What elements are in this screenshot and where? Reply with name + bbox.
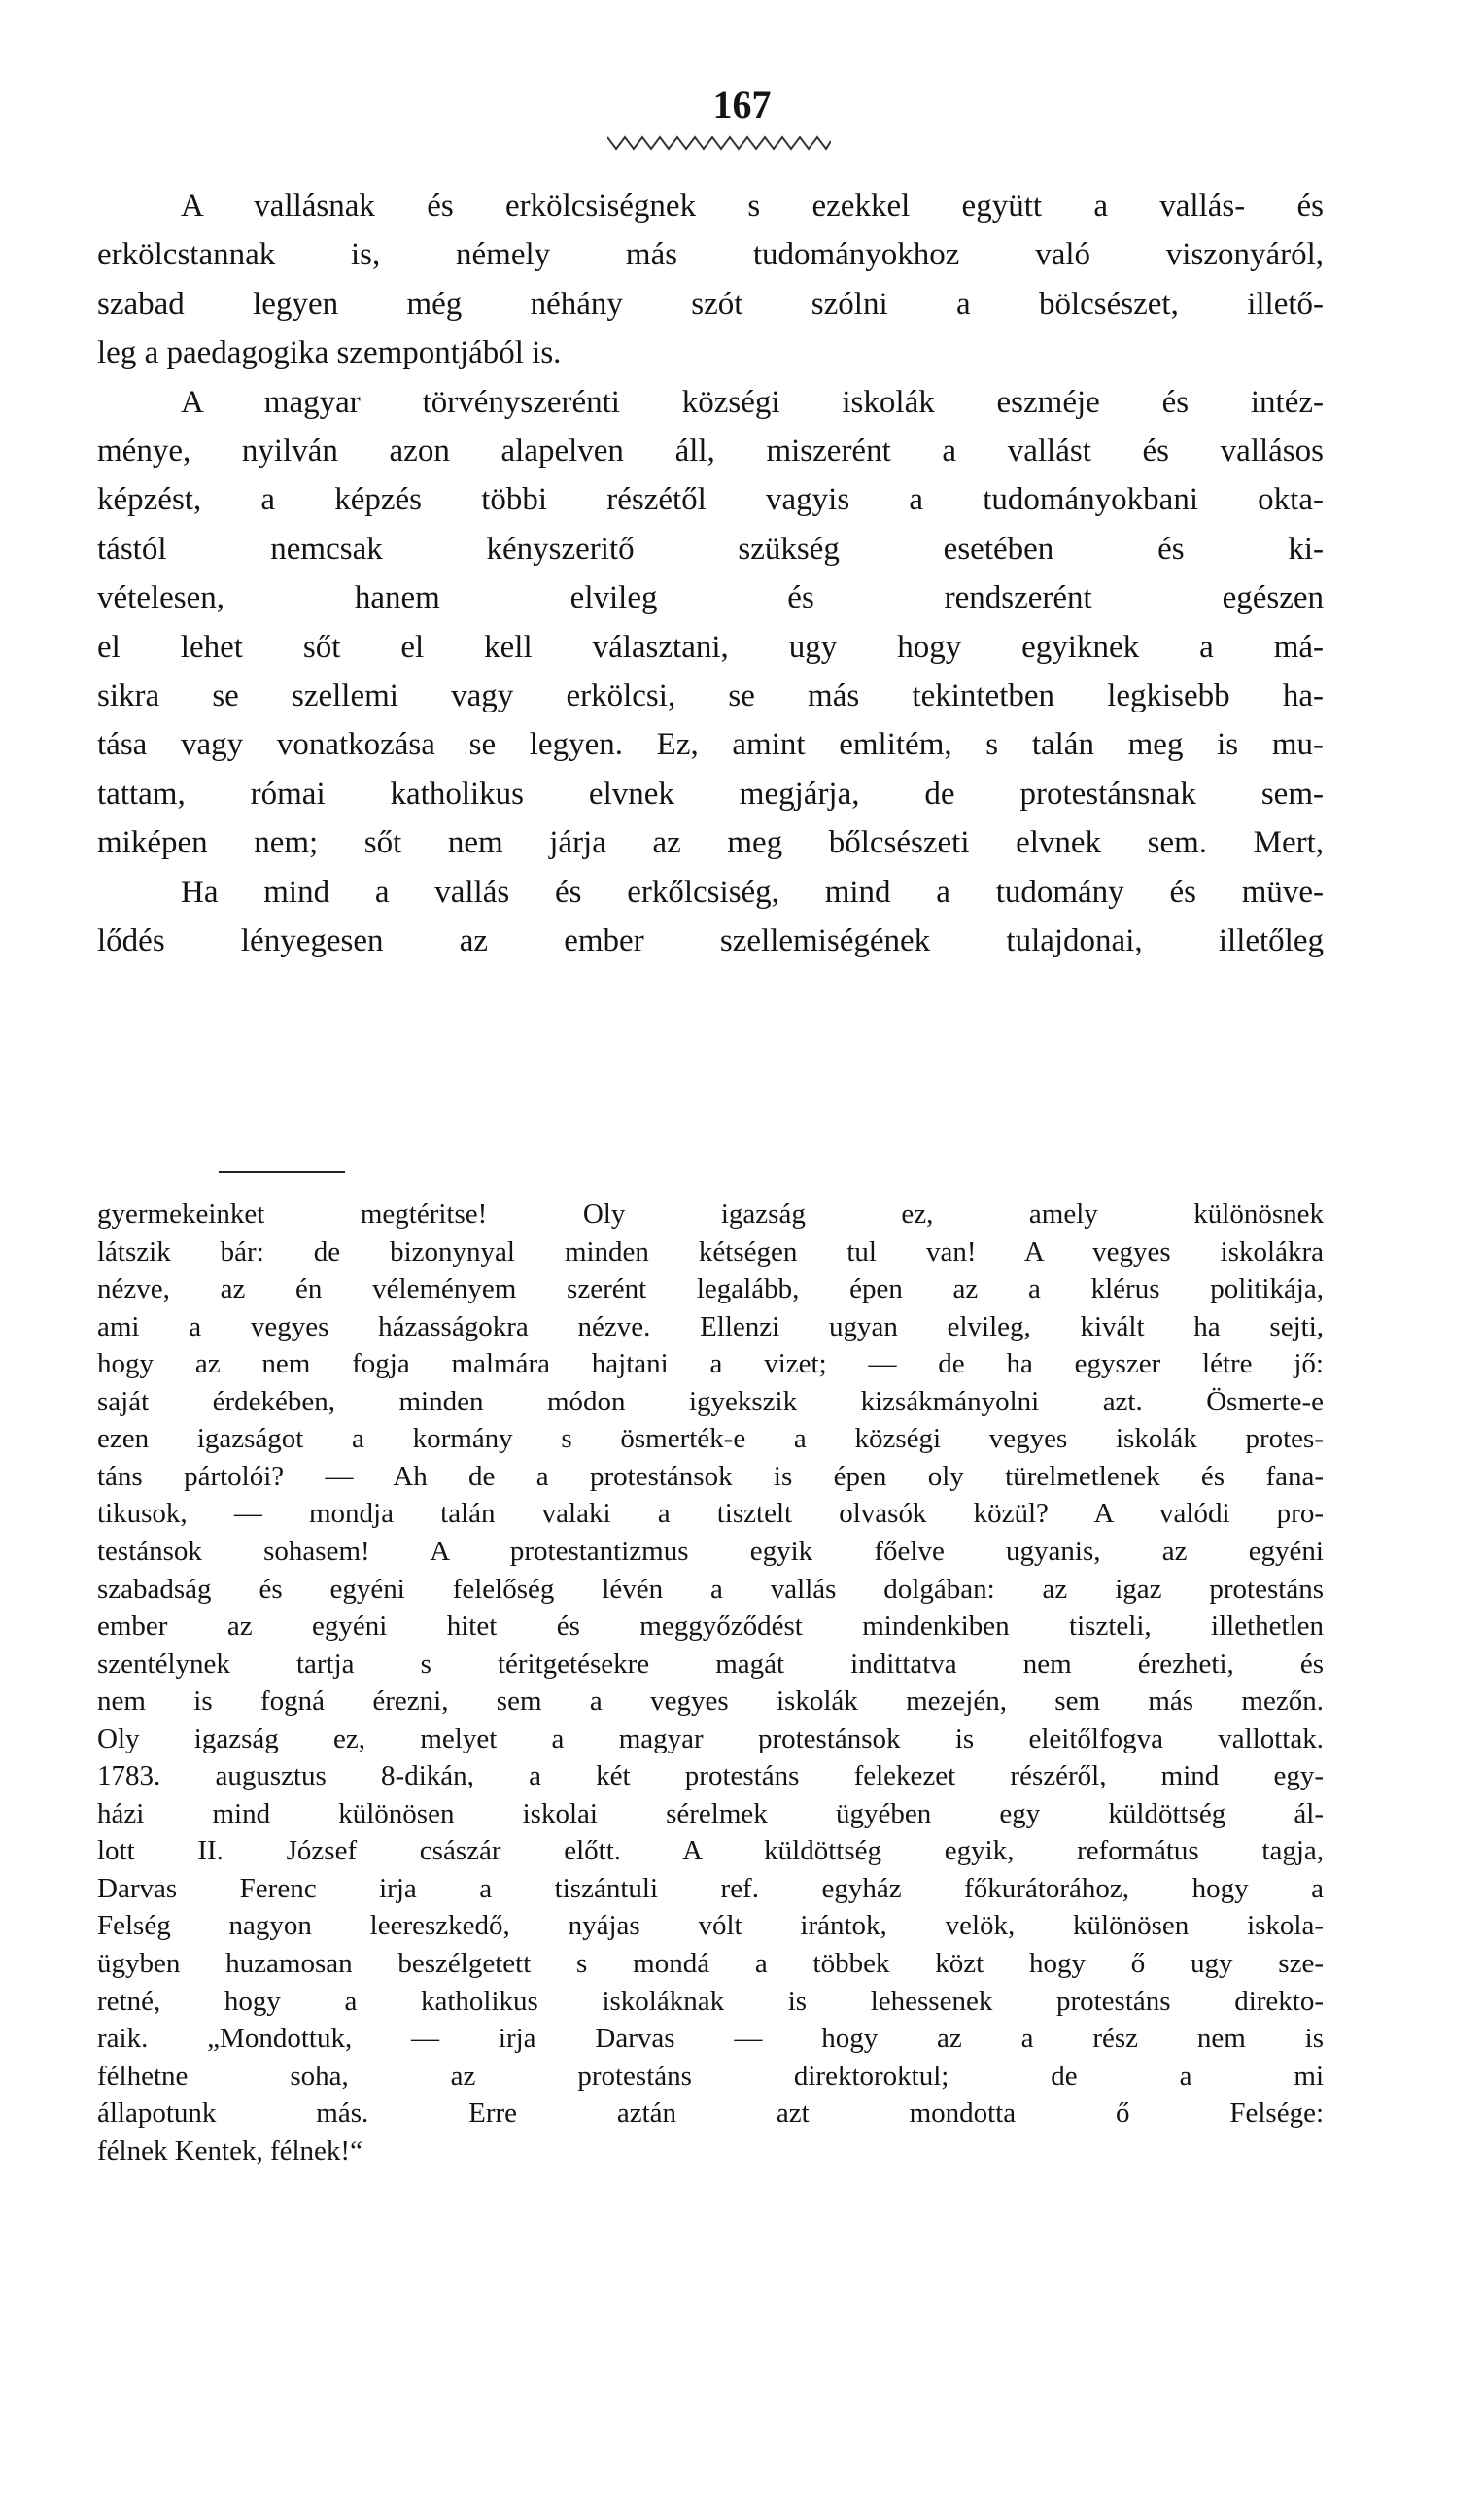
footnote-line: szabadság és egyéni felelőség lévén a vallás dolgában: az igaz protestáns — [97, 1573, 1324, 1605]
main-text-line: Ha mind a vallás és erkőlcsiség, mind a tudomány és müve- — [181, 874, 1324, 910]
footnote-line: ami a vegyes házasságokra nézve. Ellenzi ugyan elvileg, kivált ha sejti, — [97, 1310, 1324, 1342]
footnote-line: szentélynek tartja s téritgetésekre magát indittatva nem érezheti, és — [97, 1648, 1324, 1680]
main-text-line: ménye, nyilván azon alapelven áll, miszerént a vallást és vallásos — [97, 434, 1324, 469]
main-text-line: képzést, a képzés többi részétől vagyis a tudományokbani okta- — [97, 482, 1324, 518]
main-text-line: A magyar törvényszerénti községi iskolák eszméje és intéz- — [181, 384, 1324, 420]
footnote-line: 1783. augusztus 8-dikán, a két protestáns felekezet részéről, mind egy- — [97, 1760, 1324, 1792]
main-text-line: leg a paedagogika szempontjából is. — [97, 335, 562, 371]
footnote-line: lott II. József császár előtt. A küldöttség egyik, református tagja, — [97, 1835, 1324, 1867]
footnote-line: Darvas Ferenc irja a tiszántuli ref. egyház főkurátorához, hogy a — [97, 1872, 1324, 1904]
footnote-line: Oly igazság ez, melyet a magyar protestánsok is eleitőlfogva vallottak. — [97, 1722, 1324, 1754]
footnote-line: félhetne soha, az protestáns direktoroktul; de a mi — [97, 2060, 1324, 2092]
footnote-line: ügyben huzamosan beszélgetett s mondá a többek közt hogy ő ugy sze- — [97, 1948, 1324, 1979]
main-text-line: erkölcstannak is, némely más tudományokhoz való viszonyáról, — [97, 237, 1324, 273]
page-number-ornament — [607, 133, 831, 155]
footnote-line: ember az egyéni hitet és meggyőződést mindenkiben tiszteli, illethetlen — [97, 1611, 1324, 1643]
main-text-line: miképen nem; sőt nem járja az meg bőlcsészeti elvnek sem. Mert, — [97, 825, 1324, 861]
footnote-line: ezen igazságot a kormány s ösmerték-e a községi vegyes iskolák protes- — [97, 1423, 1324, 1455]
main-text-line: tása vagy vonatkozása se legyen. Ez, amint emlitém, s talán meg is mu- — [97, 727, 1324, 763]
page-number: 167 — [712, 83, 772, 126]
main-text-line: vételesen, hanem elvileg és rendszerént egészen — [97, 580, 1324, 616]
main-text-line: lődés lényegesen az ember szellemiségének tulajdonai, illetőleg — [97, 923, 1324, 958]
footnote-line: tikusok, — mondja talán valaki a tisztelt olvasók közül? A valódi pro- — [97, 1498, 1324, 1530]
main-text-line: el lehet sőt el kell választani, ugy hogy egyiknek a má- — [97, 629, 1324, 665]
footnote-line: retné, hogy a katholikus iskoláknak is lehessenek protestáns direkto- — [97, 1985, 1324, 2017]
footnote-line: házi mind különösen iskolai sérelmek ügyében egy küldöttség ál- — [97, 1797, 1324, 1829]
footnote-separator — [219, 1171, 345, 1173]
main-text-line: szabad legyen még néhány szót szólni a bölcsészet, illető- — [97, 286, 1324, 322]
footnote-line: saját érdekében, minden módon igyekszik kizsákmányolni azt. Ösmerte-e — [97, 1385, 1324, 1417]
main-text-line: tástól nemcsak kényszeritő szükség esetében és ki- — [97, 531, 1324, 567]
footnote-line: állapotunk más. Erre aztán azt mondotta ő Felsége: — [97, 2098, 1324, 2130]
footnote-line: nézve, az én véleményem szerént legalább, épen az a klérus politikája, — [97, 1273, 1324, 1305]
footnote-line: gyermekeinket megtéritse! Oly igazság ez, amely különösnek — [97, 1198, 1324, 1230]
main-text-line: A vallásnak és erkölcsiségnek s ezekkel együtt a vallás- és — [181, 189, 1324, 224]
footnote-line: raik. „Mondottuk, — irja Darvas — hogy az a rész nem is — [97, 2023, 1324, 2055]
footnote-line: hogy az nem fogja malmára hajtani a vizet; — de ha egyszer létre jő: — [97, 1348, 1324, 1380]
main-text-line: tattam, római katholikus elvnek megjárja, de protestánsnak sem- — [97, 776, 1324, 812]
footnote-line: nem is fogná érezni, sem a vegyes iskolák mezején, sem más mezőn. — [97, 1685, 1324, 1718]
footnote-line: félnek Kentek, félnek!“ — [97, 2135, 362, 2167]
footnote-line: táns pártolói? — Ah de a protestánsok is épen oly türelmetlenek és fana- — [97, 1460, 1324, 1492]
footnote-line: látszik bár: de bizonynyal minden kétségen tul van! A vegyes iskolákra — [97, 1235, 1324, 1267]
footnote-line: Felség nagyon leereszkedő, nyájas vólt irántok, velök, különösen iskola- — [97, 1910, 1324, 1942]
main-text-line: sikra se szellemi vagy erkölcsi, se más tekintetben legkisebb ha- — [97, 678, 1324, 713]
footnote-line: testánsok sohasem! A protestantizmus egyik főelve ugyanis, az egyéni — [97, 1535, 1324, 1567]
